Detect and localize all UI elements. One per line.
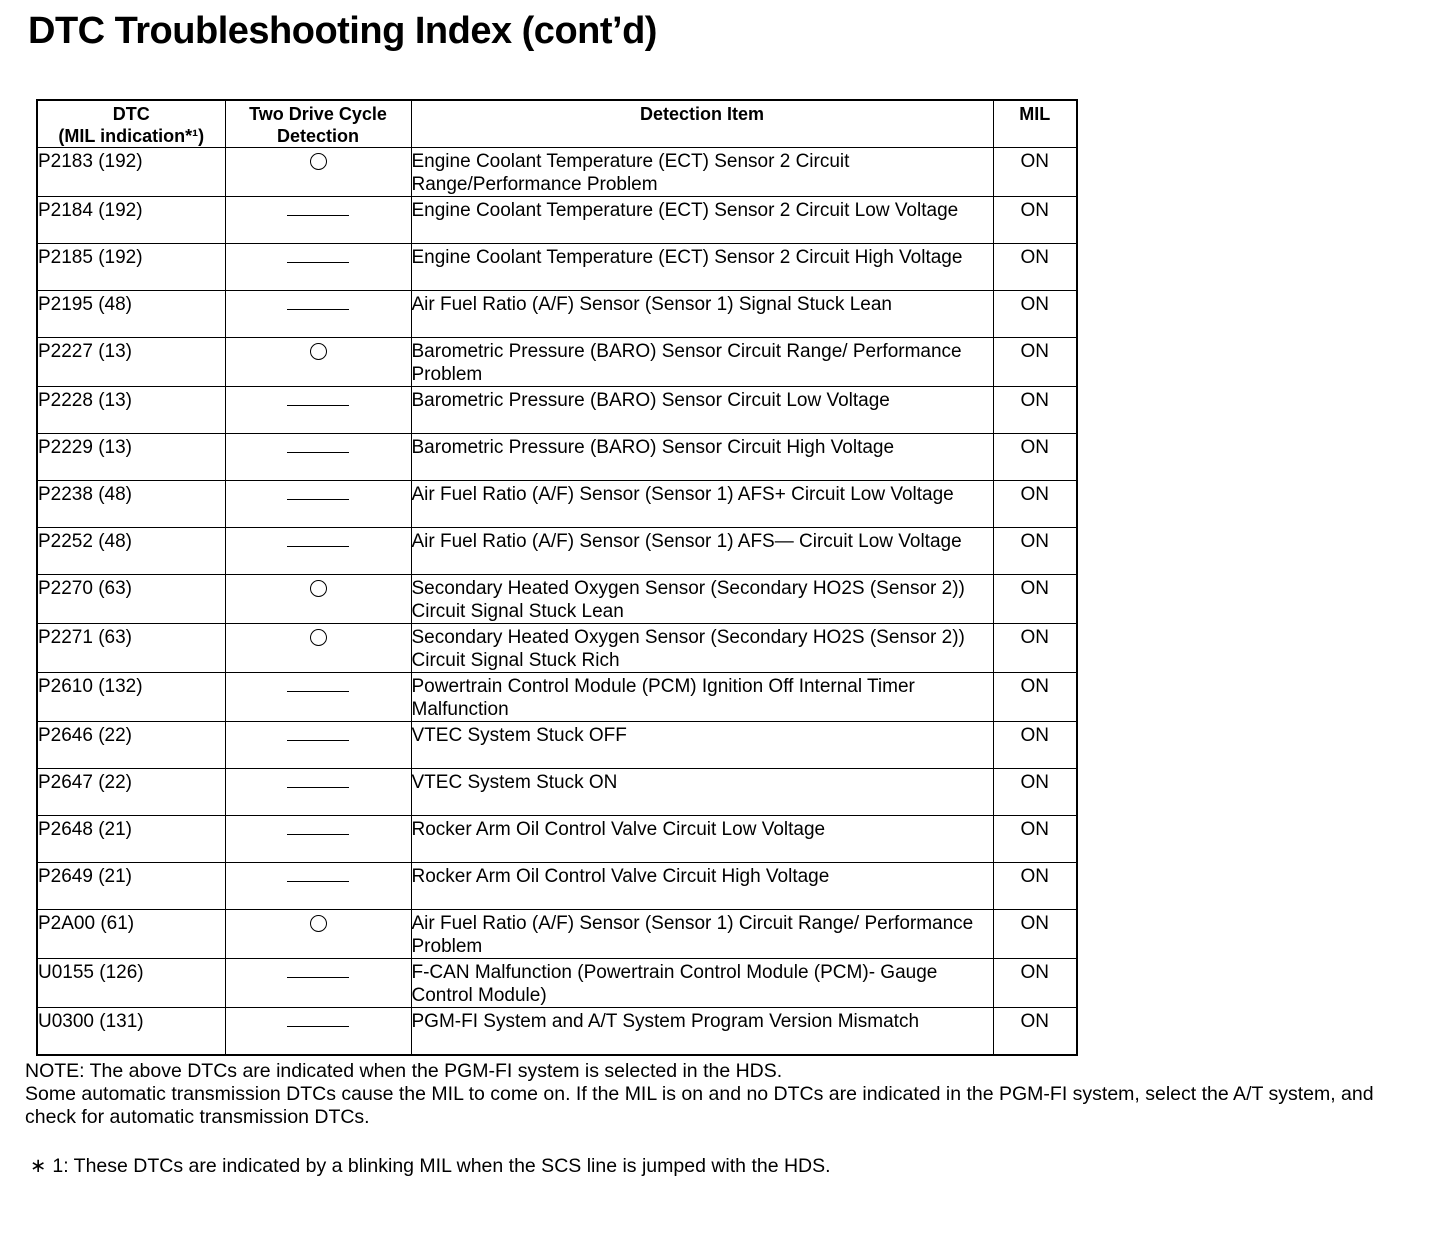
circle-icon xyxy=(310,580,327,597)
dash-icon xyxy=(287,977,349,978)
mil-status: ON xyxy=(993,148,1077,197)
two-drive-cycle-cell xyxy=(225,624,411,673)
header-cycle-line1: Two Drive Cycle xyxy=(249,104,387,124)
two-drive-cycle-cell xyxy=(225,434,411,481)
mil-status: ON xyxy=(993,722,1077,769)
dash-icon xyxy=(287,787,349,788)
mil-status: ON xyxy=(993,769,1077,816)
detection-item: Engine Coolant Temperature (ECT) Sensor 2 Circuit Range/Performance Problem xyxy=(411,148,993,197)
two-drive-cycle-cell xyxy=(225,816,411,863)
mil-status: ON xyxy=(993,816,1077,863)
detection-item: Air Fuel Ratio (A/F) Sensor (Sensor 1) AFS— Circuit Low Voltage xyxy=(411,528,993,575)
header-two-drive-cycle xyxy=(225,100,411,148)
dtc-code: P2185 (192) xyxy=(37,244,225,291)
circle-icon xyxy=(310,629,327,646)
dtc-code: P2649 (21) xyxy=(37,863,225,910)
detection-item: Rocker Arm Oil Control Valve Circuit High Voltage xyxy=(411,863,993,910)
dtc-code: P2227 (13) xyxy=(37,338,225,387)
detection-item: Barometric Pressure (BARO) Sensor Circuit Low Voltage xyxy=(411,387,993,434)
dtc-code: P2229 (13) xyxy=(37,434,225,481)
dash-icon xyxy=(287,1026,349,1027)
dtc-index-table xyxy=(36,99,1078,1056)
dtc-code: P2183 (192) xyxy=(37,148,225,197)
two-drive-cycle-cell xyxy=(225,338,411,387)
detection-item: PGM-FI System and A/T System Program Version Mismatch xyxy=(411,1008,993,1056)
mil-status: ON xyxy=(993,673,1077,722)
mil-status: ON xyxy=(993,528,1077,575)
two-drive-cycle-cell xyxy=(225,528,411,575)
dtc-code: P2610 (132) xyxy=(37,673,225,722)
table-row xyxy=(37,434,1077,481)
mil-status: ON xyxy=(993,910,1077,959)
dash-icon xyxy=(287,405,349,406)
note-line-1: NOTE: The above DTCs are indicated when the PGM-FI system is selected in the HDS. xyxy=(25,1060,783,1082)
dash-icon xyxy=(287,881,349,882)
two-drive-cycle-cell xyxy=(225,387,411,434)
table-row xyxy=(37,197,1077,244)
dtc-code: U0300 (131) xyxy=(37,1008,225,1056)
header-dtc-line2: (MIL indication*¹) xyxy=(58,126,205,146)
dtc-code: P2646 (22) xyxy=(37,722,225,769)
mil-status: ON xyxy=(993,1008,1077,1056)
detection-item: Barometric Pressure (BARO) Sensor Circuit High Voltage xyxy=(411,434,993,481)
table-row xyxy=(37,959,1077,1008)
dtc-code: P2195 (48) xyxy=(37,291,225,338)
detection-item: Engine Coolant Temperature (ECT) Sensor 2 Circuit High Voltage xyxy=(411,244,993,291)
mil-status: ON xyxy=(993,624,1077,673)
note-line-2: Some automatic transmission DTCs cause the MIL to come on. If the MIL is on and no DTCs are indicated in the PGM-FI system, select the A/T system, and check for automatic transmission DTCs. xyxy=(25,1083,1374,1128)
detection-item: Engine Coolant Temperature (ECT) Sensor 2 Circuit Low Voltage xyxy=(411,197,993,244)
table-row xyxy=(37,244,1077,291)
dash-icon xyxy=(287,215,349,216)
dash-icon xyxy=(287,740,349,741)
two-drive-cycle-cell xyxy=(225,197,411,244)
dtc-code: P2228 (13) xyxy=(37,387,225,434)
table-header-row xyxy=(37,100,1077,148)
table-body xyxy=(37,148,1077,1056)
two-drive-cycle-cell xyxy=(225,722,411,769)
dash-icon xyxy=(287,309,349,310)
mil-status: ON xyxy=(993,387,1077,434)
table-row xyxy=(37,387,1077,434)
table-row xyxy=(37,148,1077,197)
dash-icon xyxy=(287,546,349,547)
dtc-code: P2271 (63) xyxy=(37,624,225,673)
dtc-code: P2252 (48) xyxy=(37,528,225,575)
two-drive-cycle-cell xyxy=(225,291,411,338)
table-row xyxy=(37,481,1077,528)
two-drive-cycle-cell xyxy=(225,673,411,722)
detection-item: F-CAN Malfunction (Powertrain Control Module (PCM)- Gauge Control Module) xyxy=(411,959,993,1008)
table-row xyxy=(37,816,1077,863)
dtc-code: P2184 (192) xyxy=(37,197,225,244)
footnote xyxy=(30,1155,831,1178)
dash-icon xyxy=(287,834,349,835)
table-row xyxy=(37,291,1077,338)
two-drive-cycle-cell xyxy=(225,769,411,816)
detection-item: Barometric Pressure (BARO) Sensor Circuit Range/ Performance Problem xyxy=(411,338,993,387)
detection-item: Air Fuel Ratio (A/F) Sensor (Sensor 1) Circuit Range/ Performance Problem xyxy=(411,910,993,959)
circle-icon xyxy=(310,153,327,170)
dtc-code: U0155 (126) xyxy=(37,959,225,1008)
dash-icon xyxy=(287,452,349,453)
table-row xyxy=(37,769,1077,816)
mil-status: ON xyxy=(993,481,1077,528)
dash-icon xyxy=(287,691,349,692)
dtc-code: P2270 (63) xyxy=(37,575,225,624)
header-mil: MIL xyxy=(993,100,1077,148)
two-drive-cycle-cell xyxy=(225,481,411,528)
header-dtc xyxy=(37,100,225,148)
header-dtc-line1: DTC xyxy=(112,104,150,124)
circle-icon xyxy=(310,915,327,932)
circle-icon xyxy=(310,343,327,360)
dtc-code: P2A00 (61) xyxy=(37,910,225,959)
detection-item: VTEC System Stuck ON xyxy=(411,769,993,816)
footnote-text: 1: These DTCs are indicated by a blinking MIL when the SCS line is jumped with the HDS. xyxy=(52,1155,831,1177)
mil-status: ON xyxy=(993,863,1077,910)
mil-status: ON xyxy=(993,959,1077,1008)
mil-status: ON xyxy=(993,434,1077,481)
table-row xyxy=(37,863,1077,910)
mil-status: ON xyxy=(993,244,1077,291)
two-drive-cycle-cell xyxy=(225,148,411,197)
mil-status: ON xyxy=(993,575,1077,624)
dtc-code: P2238 (48) xyxy=(37,481,225,528)
detection-item: VTEC System Stuck OFF xyxy=(411,722,993,769)
mil-status: ON xyxy=(993,338,1077,387)
dash-icon xyxy=(287,262,349,263)
header-cycle-line2: Detection xyxy=(276,126,359,146)
table-row xyxy=(37,673,1077,722)
two-drive-cycle-cell xyxy=(225,1008,411,1056)
table-row xyxy=(37,910,1077,959)
mil-status: ON xyxy=(993,197,1077,244)
two-drive-cycle-cell xyxy=(225,244,411,291)
notes-section xyxy=(25,1060,1425,1129)
dash-icon xyxy=(287,499,349,500)
dtc-code: P2647 (22) xyxy=(37,769,225,816)
table-row xyxy=(37,575,1077,624)
two-drive-cycle-cell xyxy=(225,959,411,1008)
mil-status: ON xyxy=(993,291,1077,338)
dtc-code: P2648 (21) xyxy=(37,816,225,863)
table-row xyxy=(37,624,1077,673)
detection-item: Air Fuel Ratio (A/F) Sensor (Sensor 1) AFS+ Circuit Low Voltage xyxy=(411,481,993,528)
table-row xyxy=(37,722,1077,769)
detection-item: Rocker Arm Oil Control Valve Circuit Low Voltage xyxy=(411,816,993,863)
two-drive-cycle-cell xyxy=(225,575,411,624)
footnote-marker: ∗ xyxy=(30,1155,47,1177)
detection-item: Secondary Heated Oxygen Sensor (Secondary HO2S (Sensor 2)) Circuit Signal Stuck Rich xyxy=(411,624,993,673)
table-row xyxy=(37,528,1077,575)
header-detection-item: Detection Item xyxy=(411,100,993,148)
two-drive-cycle-cell xyxy=(225,910,411,959)
detection-item: Air Fuel Ratio (A/F) Sensor (Sensor 1) Signal Stuck Lean xyxy=(411,291,993,338)
detection-item: Secondary Heated Oxygen Sensor (Secondary HO2S (Sensor 2)) Circuit Signal Stuck Lean xyxy=(411,575,993,624)
two-drive-cycle-cell xyxy=(225,863,411,910)
table-row xyxy=(37,338,1077,387)
table-row xyxy=(37,1008,1077,1056)
detection-item: Powertrain Control Module (PCM) Ignition Off Internal Timer Malfunction xyxy=(411,673,993,722)
page-title: DTC Troubleshooting Index (cont’d) xyxy=(28,10,657,52)
